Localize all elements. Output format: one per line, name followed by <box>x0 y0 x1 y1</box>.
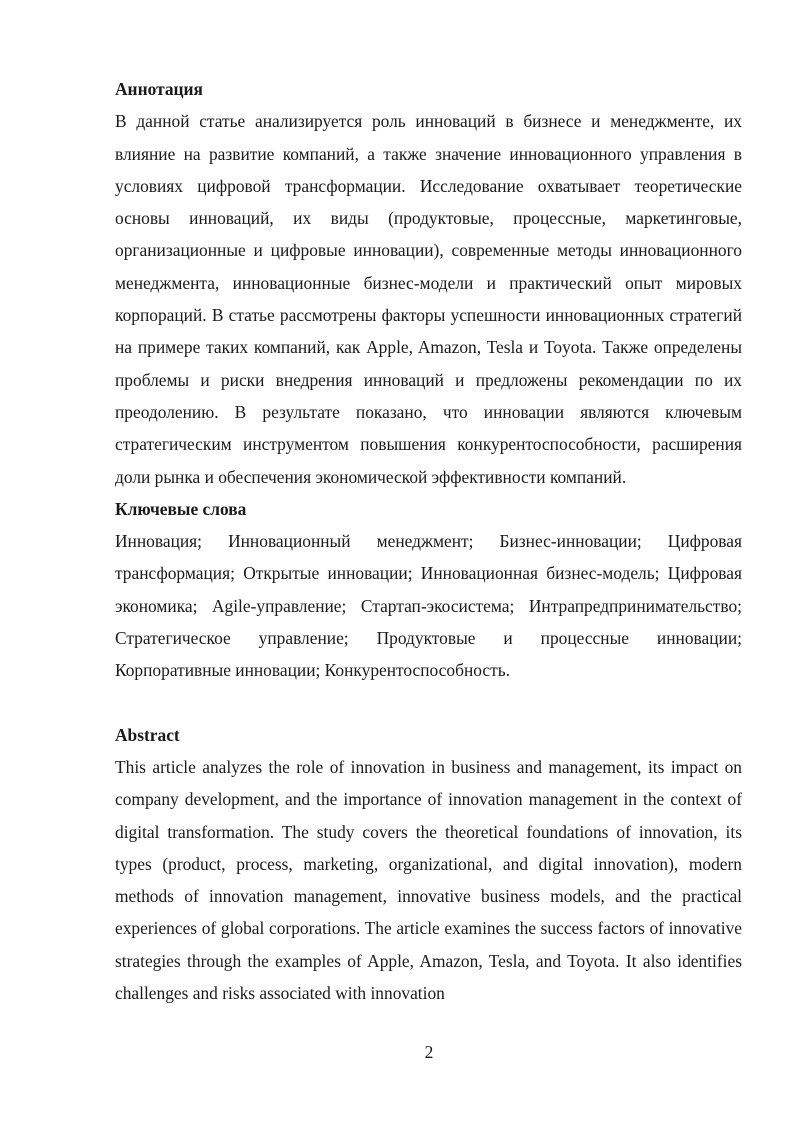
abstract-heading: Abstract <box>115 724 180 745</box>
section-spacer <box>115 687 742 719</box>
annotation-heading: Аннотация <box>115 79 203 99</box>
page-content <box>115 73 742 1009</box>
keywords-heading: Ключевые слова <box>115 498 247 519</box>
annotation-paragraph: В данной статье анализируется роль инноваций в бизнесе и менеджменте, их влияние на развитие компаний, а также значение инновационного управления в условиях цифровой трансформации. Исследование охватывает теоретические основы инноваций, их виды (продуктовые, процессные, маркетинговые, организационные и цифровые инновации), современные методы инновационного менеджмента, инновационные бизнес-модели и практический опыт мировых корпораций. В статье рассмотрены факторы успешности инновационных стратегий на примере таких компаний, как Apple, Amazon, Tesla и Toyota. Также определены проблемы и риски внедрения инноваций и предложены рекомендации по их преодолению. В результате показано, что инновации являются ключевым стратегическим инструментом повышения конкурентоспособности, расширения доли рынка и обеспечения экономической эффективности компаний. <box>115 111 742 487</box>
keywords-paragraph: Инновация; Инновационный менеджмент; Бизнес-инновации; Цифровая трансформация; Открытые инновации; Инновационная бизнес-модель; Цифровая экономика; Agile-управление; Стартап-экосистема; Интрапредпринимательство; Стратегическое управление; Продуктовые и процессные инновации; Корпоративные инновации; Конкурентоспособность. <box>115 531 742 681</box>
abstract-paragraph: This article analyzes the role of innovation in business and management, its impact on company development, and the importance of innovation management in the context of digital transformation. The study covers the theoretical foundations of innovation, its types (product, process, marketing, organizational, and digital innovation), modern methods of innovation management, innovative business models, and the practical experiences of global corporations. The article examines the success factors of innovative strategies through the examples of Apple, Amazon, Tesla, and Toyota. It also identifies challenges and risks associated with innovation <box>115 756 742 1004</box>
page-number: 2 <box>424 1042 434 1062</box>
